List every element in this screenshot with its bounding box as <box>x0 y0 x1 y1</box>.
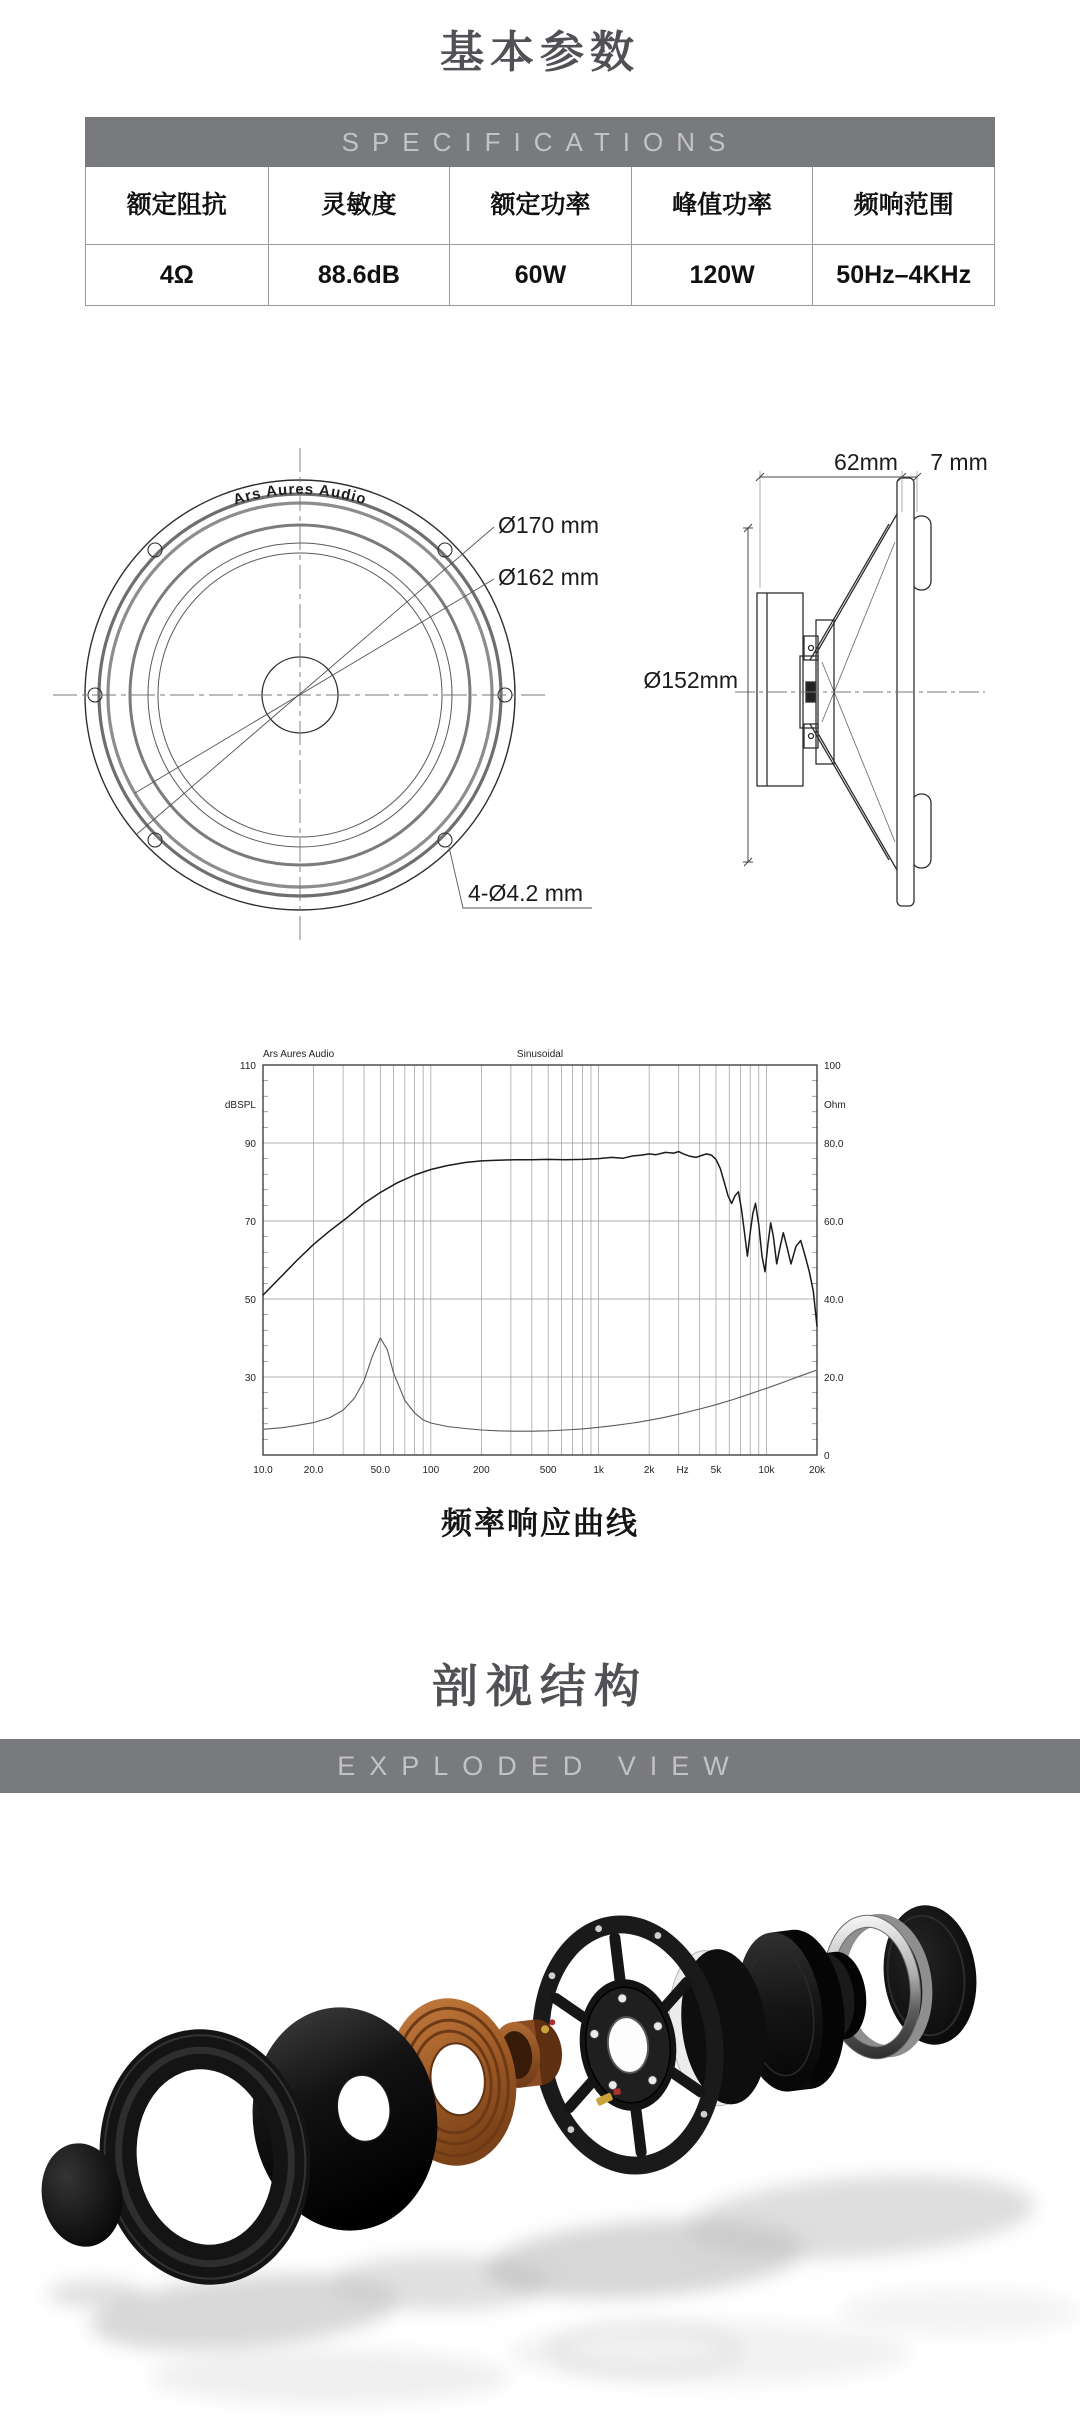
spec-header-sensitivity: 灵敏度 <box>268 167 450 245</box>
technical-drawings <box>0 320 1080 960</box>
spec-value-impedance: 4Ω <box>159 261 194 289</box>
x-axis-tick: 2k <box>643 1465 655 1476</box>
side-view-drawing <box>643 449 987 906</box>
x-axis-tick: 100 <box>422 1465 440 1476</box>
y-left-axis-unit: dBSPL <box>224 1100 256 1111</box>
spec-header-freq-range: 频响范围 <box>812 167 994 245</box>
dimension-lines <box>743 471 921 866</box>
y-right-tick: 100 <box>824 1061 841 1072</box>
dim-mounting-holes-label: 4-Ø4.2 mm <box>468 880 584 906</box>
x-axis-tick: 50.0 <box>370 1465 391 1476</box>
y-left-tick: 110 <box>240 1061 256 1072</box>
dim-cone-diameter-label: Ø162 mm <box>498 564 599 590</box>
spec-value-rated-power: 60W <box>449 245 631 305</box>
spec-header-impedance: 额定阻抗 <box>86 167 268 245</box>
exploded-view-banner: EXPLODED VIEW <box>0 1739 1080 1793</box>
chart-caption: 频率响应曲线 <box>441 1506 639 1541</box>
y-right-tick: 40.0 <box>824 1295 844 1306</box>
specifications-banner: SPECIFICATIONS <box>85 117 995 167</box>
dim-outer-diameter-label: Ø170 mm <box>498 512 599 538</box>
y-right-tick: 20.0 <box>824 1373 844 1384</box>
brand-arc-text: Ars Aures Audio <box>231 480 369 509</box>
spec-header-rated-power: 额定功率 <box>449 167 631 245</box>
spec-table <box>85 167 995 306</box>
spl-curve <box>263 1152 817 1327</box>
x-axis-tick: 1k <box>593 1465 604 1476</box>
spec-value-freq-range: 50Hz–4KHz <box>812 245 994 305</box>
y-left-tick: 70 <box>244 1217 256 1228</box>
y-right-tick: 0 <box>824 1451 830 1462</box>
dim-rear-diameter-label: Ø152mm <box>643 667 738 693</box>
x-axis-unit: Hz <box>676 1465 689 1476</box>
x-axis-tick: 200 <box>473 1465 490 1476</box>
x-axis-tick: 10k <box>758 1465 775 1476</box>
x-axis-tick: 20.0 <box>303 1465 324 1476</box>
y-right-tick: 60.0 <box>824 1217 844 1228</box>
y-left-tick: 90 <box>244 1139 256 1150</box>
exploded-view-render <box>0 1797 1080 2427</box>
y-left-tick: 50 <box>244 1295 256 1306</box>
chart-brand-label: Ars Aures Audio <box>263 1049 335 1060</box>
x-axis-tick: 500 <box>539 1465 557 1476</box>
impedance-curve <box>263 1338 817 1431</box>
x-axis-tick: 10.0 <box>253 1465 273 1476</box>
y-right-tick: 80.0 <box>824 1139 844 1150</box>
x-axis-tick: 5k <box>710 1465 722 1476</box>
section-title-basic-parameters: 基本参数 <box>440 28 640 77</box>
y-left-tick: 30 <box>244 1373 256 1384</box>
floor-shadows <box>47 2165 1080 2405</box>
spec-header-peak-power: 峰值功率 <box>631 167 813 245</box>
section-title-exploded-structure: 剖视结构 <box>432 1660 648 1712</box>
spec-value-sensitivity: 88.6dB <box>268 245 450 305</box>
frequency-response-chart <box>0 1040 1080 1510</box>
dim-flange-thickness-label: 7 mm <box>930 449 988 475</box>
spec-value-peak-power: 120W <box>631 245 813 305</box>
front-view-drawing <box>53 448 599 942</box>
y-right-axis-unit: Ohm <box>824 1100 846 1111</box>
chart-title-label: Sinusoidal <box>516 1049 564 1060</box>
dim-depth-label: 62mm <box>834 449 898 475</box>
x-axis-tick: 20k <box>808 1465 826 1476</box>
